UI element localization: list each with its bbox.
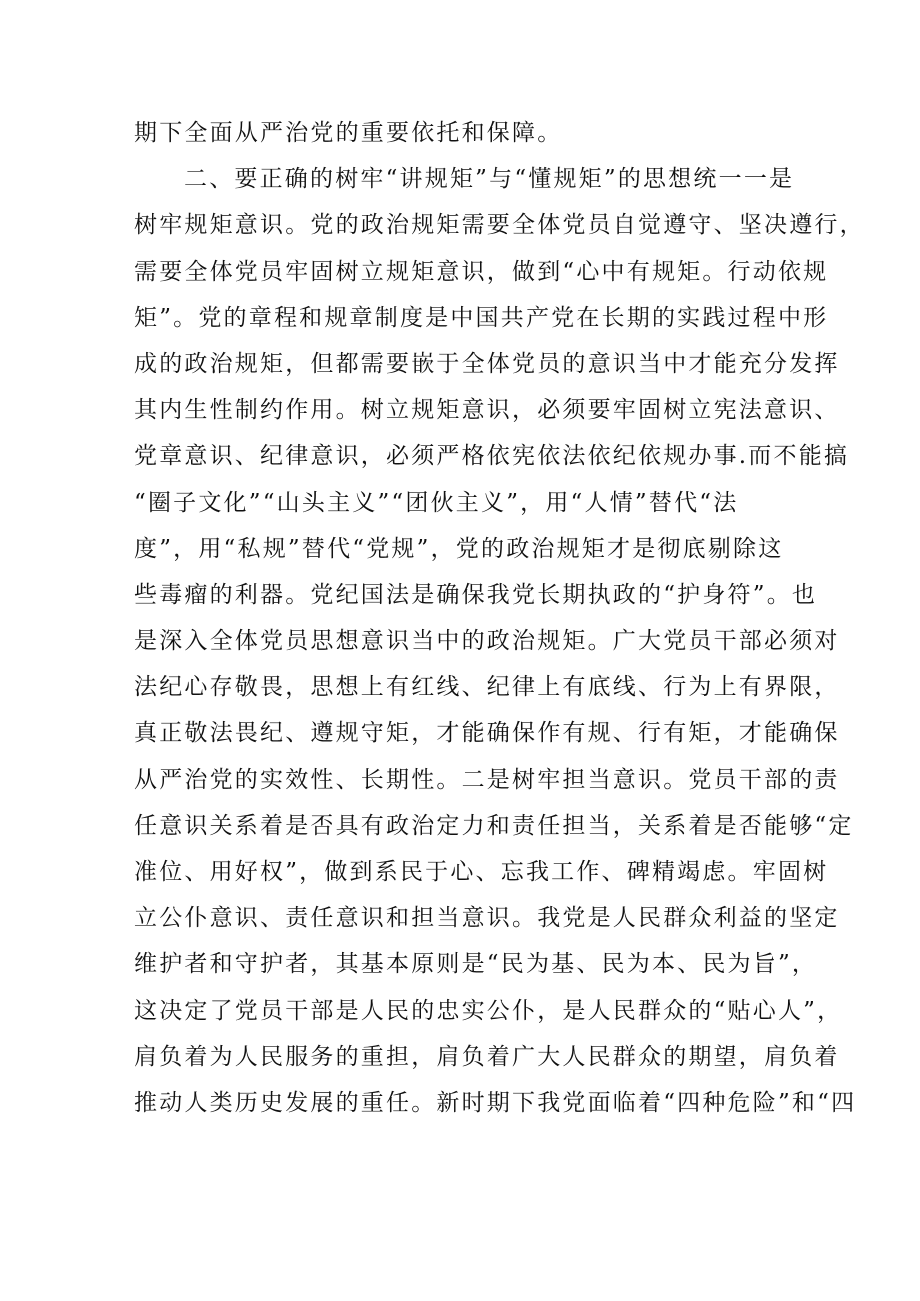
text-line: 二、要正确的树牢“讲规矩”与“懂规矩”的思想统一一是 bbox=[184, 166, 795, 193]
text-line: 需要全体党员牢固树立规矩意识，做到“心中有规矩。行动依规 bbox=[134, 258, 829, 285]
text-line: 期下全面从严治党的重要依托和保障。 bbox=[134, 120, 563, 146]
text-line: 任意识关系着是否具有政治定力和责任担当，关系着是否能够“定 bbox=[134, 812, 854, 839]
body-text bbox=[134, 110, 865, 1126]
text-line: 成的政治规矩，但都需要嵌于全体党员的意识当中才能充分发挥 bbox=[134, 350, 840, 377]
text-line: 矩”。党的章程和规章制度是中国共产党在长期的实践过程中形 bbox=[134, 304, 829, 331]
text-line: 树牢规矩意识。党的政治规矩需要全体党员自觉遵守、坚决遵行， bbox=[134, 212, 865, 239]
text-line: 度”，用“私规”替代“党规”，党的政治规矩才是彻底剔除这 bbox=[134, 535, 784, 562]
text-line: 从严治党的实效性、长期性。二是树牢担当意识。党员干部的责 bbox=[134, 766, 840, 793]
text-line: 立公仆意识、责任意识和担当意识。我党是人民群众利益的坚定 bbox=[134, 905, 840, 932]
text-line: 真正敬法畏纪、遵规守矩，才能确保作有规、行有矩，才能确保 bbox=[134, 720, 840, 747]
text-line: 党章意识、纪律意识，必须严格依宪依法依纪依规办事.而不能搞 bbox=[134, 443, 850, 470]
text-line: 法纪心存敬畏，思想上有红线、纪律上有底线、行为上有界限， bbox=[134, 674, 840, 701]
text-line: 是深入全体党员思想意识当中的政治规矩。广大党员干部必须对 bbox=[134, 628, 840, 655]
text-line: 推动人类历史发展的重任。新时期下我党面临着“四种危险”和“四 bbox=[134, 1089, 857, 1116]
text-line: 些毒瘤的利器。党纪国法是确保我党长期执政的“护身符”。也 bbox=[134, 581, 818, 608]
text-line: 肩负着为人民服务的重担，肩负着广大人民群众的期望，肩负着 bbox=[134, 1043, 840, 1070]
text-line: 维护者和守护者，其基本原则是“民为基、民为本、民为旨”， bbox=[134, 951, 818, 978]
text-line: 其内生性制约作用。树立规矩意识，必须要牢固树立宪法意识、 bbox=[134, 397, 840, 424]
text-line: 这决定了党员干部是人民的忠实公仆，是人民群众的“贴心人”， bbox=[134, 997, 843, 1024]
text-line: “圈子文化”“山头主义”“团伙主义”，用“人情”替代“法 bbox=[134, 489, 739, 516]
text-line: 准位、用好权”，做到系民于心、忘我工作、碑精竭虑。牢固树 bbox=[134, 859, 829, 885]
